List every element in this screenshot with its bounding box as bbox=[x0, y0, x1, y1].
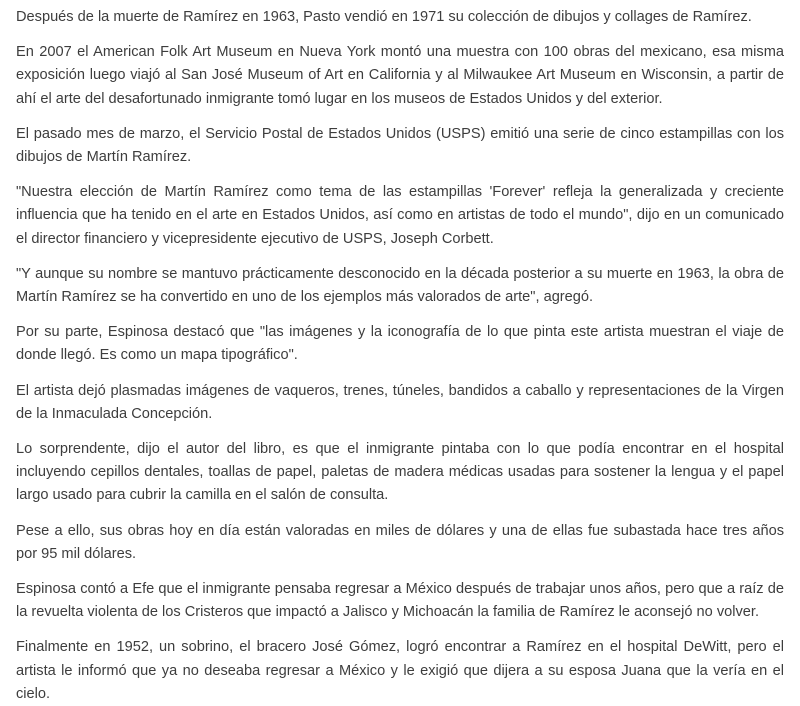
paragraph-4: "Nuestra elección de Martín Ramírez como tema de las estampillas 'Forever' refleja la generalizada y creciente influencia que ha tenido en el arte en Estados Unidos, así como en artistas de todo el mundo", dijo en un comunicado el director financiero y vicepresidente ejecutivo de USPS, Joseph Corbett. bbox=[16, 184, 784, 247]
paragraph-5: "Y aunque su nombre se mantuvo prácticamente desconocido en la década posterior a su muerte en 1963, la obra de Martín Ramírez se ha convertido en uno de los ejemplos más valorados de arte", agregó. bbox=[16, 265, 784, 306]
paragraph-6: Por su parte, Espinosa destacó que "las imágenes y la iconografía de lo que pinta este artista muestran el viaje de donde llegó. Es como un mapa tipográfico". bbox=[16, 324, 784, 364]
paragraph-1: Después de la muerte de Ramírez en 1963, Pasto vendió en 1971 su colección de dibujos y collages de Ramírez. bbox=[16, 9, 752, 25]
paragraph-9: Pese a ello, sus obras hoy en día están valoradas en miles de dólares y una de ellas fue subastada hace tres años por 95 mil dólares. bbox=[16, 522, 784, 562]
paragraph-11: Finalmente en 1952, un sobrino, el bracero José Gómez, logró encontrar a Ramírez en el hospital DeWitt, pero el artista le informó que ya no deseaba regresar a México y le exigió que dijera a su esposa Juana que la vería en el cielo. bbox=[16, 639, 784, 702]
paragraph-8: Lo sorprendente, dijo el autor del libro, es que el inmigrante pintaba con lo que podía encontrar en el hospital incluyendo cepillos dentales, toallas de papel, paletas de madera médicas usadas para sostener la lengua y el papel largo usado para cubrir la camilla en el salón de consulta. bbox=[16, 441, 784, 504]
paragraph-10: Espinosa contó a Efe que el inmigrante pensaba regresar a México después de trabajar unos años, pero que a raíz de la revuelta violenta de los Cristeros que impactó a Jalisco y Michoacán la familia de Ramírez le aconsejó no volver. bbox=[16, 581, 784, 621]
paragraph-3: El pasado mes de marzo, el Servicio Postal de Estados Unidos (USPS) emitió una serie de cinco estampillas con los dibujos de Martín Ramírez. bbox=[16, 125, 784, 166]
paragraph-2: En 2007 el American Folk Art Museum en Nueva York montó una muestra con 100 obras del mexicano, esa misma exposición luego viajó al San José Museum of Art en California y al Milwaukee Art Museum en Wisconsin, a partir de ahí el arte del desafortunado inmigrante tomó lugar en los museos de Estados Unidos y del exterior. bbox=[16, 44, 784, 107]
paragraph-7: El artista dejó plasmadas imágenes de vaqueros, trenes, túneles, bandidos a caballo y representaciones de la Virgen de la Inmaculada Concepción. bbox=[16, 382, 784, 422]
